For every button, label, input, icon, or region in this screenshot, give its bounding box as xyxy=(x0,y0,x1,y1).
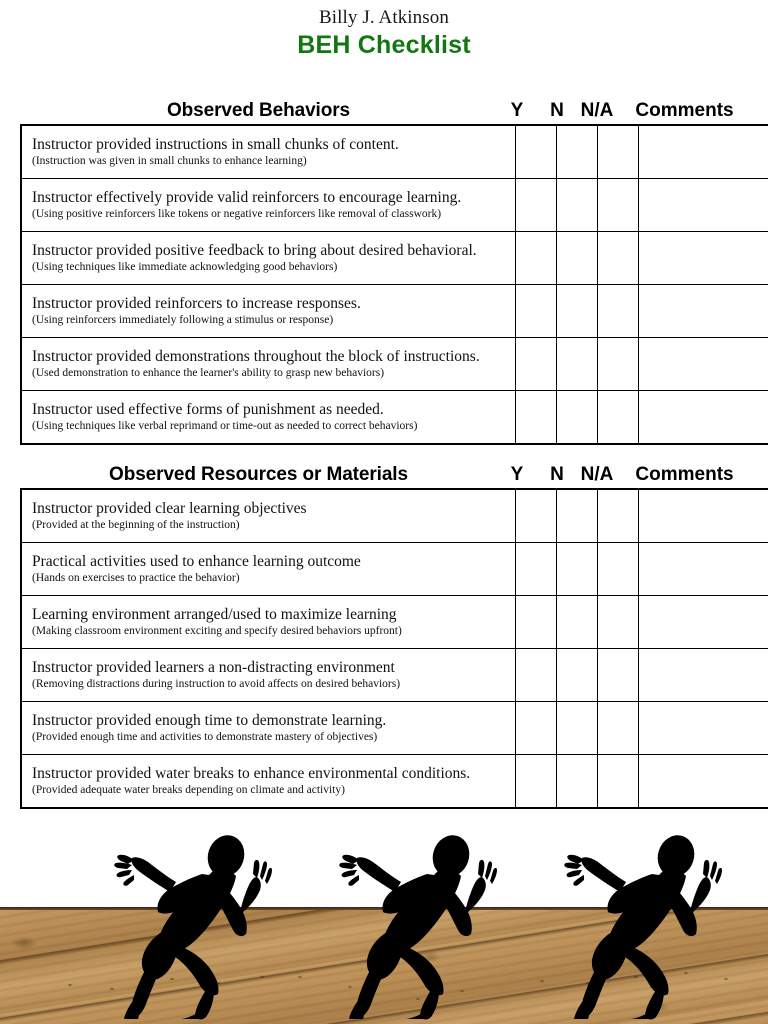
cell-na[interactable] xyxy=(598,338,639,391)
cell-na[interactable] xyxy=(598,543,639,596)
row-statement: Instructor provided demonstrations throughout the block of instructions. xyxy=(32,347,480,365)
row-statement-cell xyxy=(21,125,516,179)
row-statement-cell xyxy=(21,391,516,445)
table-row[interactable] xyxy=(21,338,768,391)
row-statement-cell xyxy=(21,179,516,232)
cell-no[interactable] xyxy=(557,596,598,649)
cell-no[interactable] xyxy=(557,338,598,391)
row-statement-note: (Provided enough time and activities to demonstrate mastery of objectives) xyxy=(32,730,378,743)
cell-comments[interactable] xyxy=(639,125,768,179)
page-title: BEH Checklist xyxy=(297,31,471,59)
cell-yes[interactable] xyxy=(516,179,557,232)
cell-yes[interactable] xyxy=(516,338,557,391)
row-statement-cell xyxy=(21,649,516,702)
row-statement-note: (Instruction was given in small chunks to enhance learning) xyxy=(32,154,307,167)
row-statement: Instructor provided water breaks to enhance environmental conditions. xyxy=(32,764,471,782)
row-statement-note: (Used demonstration to enhance the learner's ability to grasp new behaviors) xyxy=(32,366,385,379)
cell-comments[interactable] xyxy=(639,543,768,596)
cell-no[interactable] xyxy=(557,391,598,445)
column-header-row xyxy=(20,96,752,122)
cell-na[interactable] xyxy=(598,232,639,285)
author-name: Billy J. Atkinson xyxy=(319,7,449,28)
table-row[interactable] xyxy=(21,649,768,702)
row-statement-cell xyxy=(21,702,516,755)
cell-no[interactable] xyxy=(557,649,598,702)
table-row[interactable] xyxy=(21,489,768,543)
cell-comments[interactable] xyxy=(639,285,768,338)
row-statement-note: (Using reinforcers immediately following a stimulus or response) xyxy=(32,313,334,326)
document-header xyxy=(0,0,768,60)
table-row[interactable] xyxy=(21,596,768,649)
checklist-table-resources xyxy=(20,488,768,809)
row-statement-note: (Removing distractions during instruction to avoid affects on desired behaviors) xyxy=(32,677,401,690)
row-statement-cell xyxy=(21,285,516,338)
runner-silhouette-icon xyxy=(110,820,280,1020)
runner-silhouette-icon xyxy=(335,820,505,1020)
cell-na[interactable] xyxy=(598,125,639,179)
cell-no[interactable] xyxy=(557,232,598,285)
row-statement-cell xyxy=(21,543,516,596)
runner-silhouette-icon xyxy=(560,820,730,1020)
table-row[interactable] xyxy=(21,125,768,179)
table-row[interactable] xyxy=(21,232,768,285)
column-header-na: N/A xyxy=(580,100,614,121)
row-statement-note: (Provided at the beginning of the instruction) xyxy=(32,518,240,531)
column-header-no: N xyxy=(550,100,564,121)
section-heading-resources: Observed Resources or Materials xyxy=(109,464,408,485)
cell-no[interactable] xyxy=(557,489,598,543)
row-statement-note: (Using positive reinforcers like tokens or negative reinforcers like removal of classwork) xyxy=(32,207,442,220)
column-header-yes: Y xyxy=(510,100,524,121)
column-header-comments: Comments xyxy=(635,100,734,121)
row-statement: Learning environment arranged/used to maximize learning xyxy=(32,605,397,623)
cell-na[interactable] xyxy=(598,755,639,809)
row-statement: Instructor provided clear learning objectives xyxy=(32,499,307,517)
column-header-yes: Y xyxy=(510,464,524,485)
cell-na[interactable] xyxy=(598,179,639,232)
table-row[interactable] xyxy=(21,285,768,338)
cell-yes[interactable] xyxy=(516,232,557,285)
row-statement: Instructor provided instructions in small chunks of content. xyxy=(32,135,399,153)
row-statement-note: (Provided adequate water breaks depending on climate and activity) xyxy=(32,783,345,796)
column-header-na: N/A xyxy=(580,464,614,485)
cell-comments[interactable] xyxy=(639,702,768,755)
row-statement-note: (Using techniques like immediate acknowledging good behaviors) xyxy=(32,260,338,273)
cell-na[interactable] xyxy=(598,702,639,755)
row-statement-cell xyxy=(21,338,516,391)
cell-yes[interactable] xyxy=(516,489,557,543)
column-header-no: N xyxy=(550,464,564,485)
cell-na[interactable] xyxy=(598,391,639,445)
cell-yes[interactable] xyxy=(516,702,557,755)
cell-yes[interactable] xyxy=(516,285,557,338)
cell-comments[interactable] xyxy=(639,232,768,285)
table-row[interactable] xyxy=(21,391,768,445)
cell-comments[interactable] xyxy=(639,649,768,702)
cell-comments[interactable] xyxy=(639,755,768,809)
cell-no[interactable] xyxy=(557,755,598,809)
row-statement: Instructor provided learners a non-distracting environment xyxy=(32,658,395,676)
cell-na[interactable] xyxy=(598,285,639,338)
cell-na[interactable] xyxy=(598,489,639,543)
row-statement-cell xyxy=(21,755,516,809)
row-statement: Instructor used effective forms of punishment as needed. xyxy=(32,400,384,418)
row-statement: Instructor effectively provide valid reinforcers to encourage learning. xyxy=(32,188,462,206)
cell-yes[interactable] xyxy=(516,755,557,809)
table-row[interactable] xyxy=(21,543,768,596)
row-statement: Practical activities used to enhance learning outcome xyxy=(32,552,361,570)
cell-yes[interactable] xyxy=(516,543,557,596)
row-statement-note: (Using techniques like verbal reprimand or time-out as needed to correct behaviors) xyxy=(32,419,418,432)
cell-no[interactable] xyxy=(557,125,598,179)
footer-artwork xyxy=(0,820,768,1024)
row-statement: Instructor provided enough time to demonstrate learning. xyxy=(32,711,387,729)
row-statement: Instructor provided reinforcers to increase responses. xyxy=(32,294,361,312)
column-header-comments: Comments xyxy=(635,464,734,485)
row-statement-cell xyxy=(21,489,516,543)
cell-no[interactable] xyxy=(557,702,598,755)
cell-na[interactable] xyxy=(598,649,639,702)
row-statement-cell xyxy=(21,596,516,649)
cell-comments[interactable] xyxy=(639,179,768,232)
cell-yes[interactable] xyxy=(516,391,557,445)
cell-yes[interactable] xyxy=(516,125,557,179)
cell-no[interactable] xyxy=(557,543,598,596)
row-statement-note: (Making classroom environment exciting and specify desired behaviors upfront) xyxy=(32,624,402,637)
cell-comments[interactable] xyxy=(639,489,768,543)
cell-yes[interactable] xyxy=(516,596,557,649)
row-statement: Instructor provided positive feedback to bring about desired behavioral. xyxy=(32,241,477,259)
section-observed-behaviors xyxy=(20,96,752,445)
cell-no[interactable] xyxy=(557,285,598,338)
row-statement-note: (Hands on exercises to practice the behavior) xyxy=(32,571,240,584)
table-row[interactable] xyxy=(21,755,768,809)
table-row[interactable] xyxy=(21,179,768,232)
cell-no[interactable] xyxy=(557,179,598,232)
cell-comments[interactable] xyxy=(639,338,768,391)
section-observed-resources xyxy=(20,460,752,809)
cell-yes[interactable] xyxy=(516,649,557,702)
cell-comments[interactable] xyxy=(639,391,768,445)
row-statement-cell xyxy=(21,232,516,285)
table-row[interactable] xyxy=(21,702,768,755)
checklist-table-behaviors xyxy=(20,124,768,445)
cell-na[interactable] xyxy=(598,596,639,649)
column-header-row xyxy=(20,460,752,486)
cell-comments[interactable] xyxy=(639,596,768,649)
section-heading-behaviors: Observed Behaviors xyxy=(166,100,350,121)
